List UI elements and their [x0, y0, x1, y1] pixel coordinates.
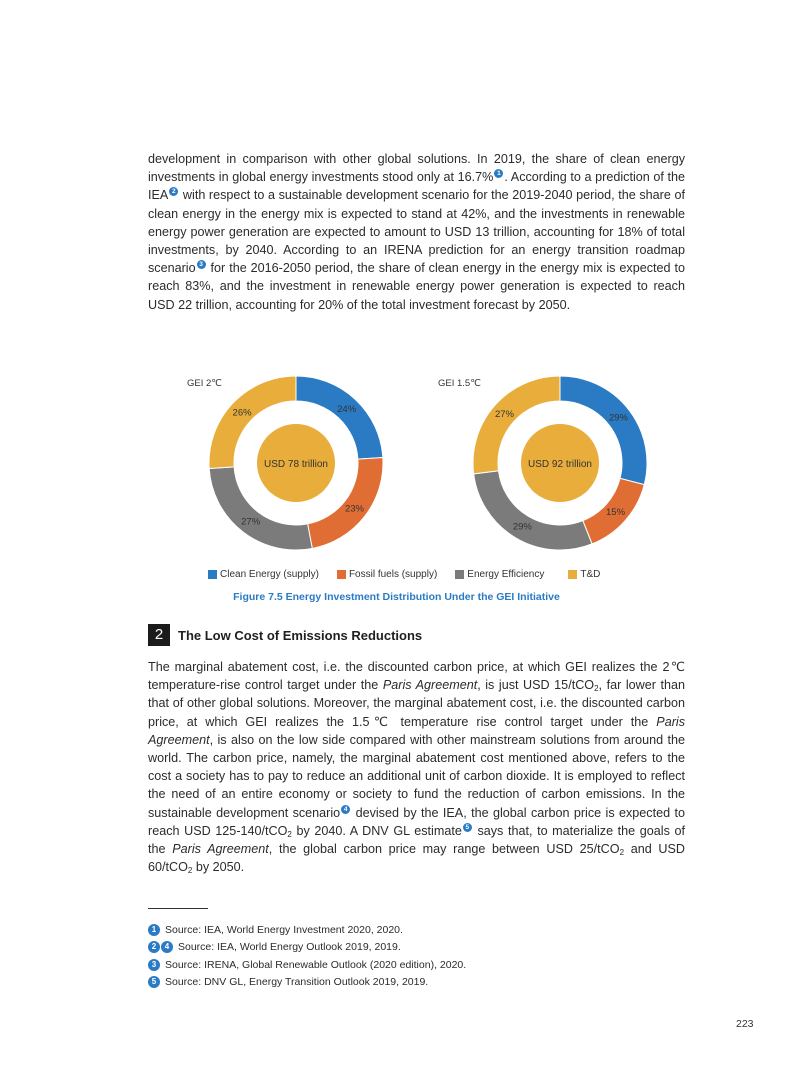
text-run: , is also on the low side compared with other mainstream solutions from around the world. The carbon price, namely, the marginal abatement cost mentioned above, refers to the cost a society has to pay to reduce an additional unit of carbon dioxide. It is employed to reflect the need of an entire economy or society to fund the reduction of carbon emissions. In the sustainable development scenario: [148, 732, 685, 820]
footnote-divider: [148, 908, 208, 909]
italic-title: Paris Agreement: [148, 714, 685, 747]
footnote-item: [148, 939, 466, 957]
footnote-text: Source: IEA, World Energy Investment 2020, 2020.: [165, 923, 403, 936]
text-run: , the global carbon price may range between USD 25/tCO: [268, 842, 620, 857]
subscript: 2: [619, 848, 625, 858]
text-run: . According to a prediction of the IEA: [148, 170, 686, 203]
footnote-text: Source: DNV GL, Energy Transition Outlook 2019, 2019.: [165, 976, 429, 989]
text-run: The marginal abatement cost, i.e. the discounted carbon price, at which GEI realizes the 2℃ temperature-rise control target under the: [148, 660, 685, 693]
footnote-badge: 3: [148, 959, 160, 971]
legend-item-fossil-fuels: [337, 569, 437, 580]
legend-label: Energy Efficiency: [467, 569, 545, 580]
data-label: 23%: [344, 503, 364, 515]
legend-item-td: [568, 569, 600, 580]
chart-left-title: GEI 2℃: [187, 378, 222, 389]
footnote-ref-3[interactable]: 3: [197, 260, 206, 269]
footnote-text: Source: IEA, World Energy Outlook 2019, 2019.: [178, 941, 401, 954]
footnote-ref-4[interactable]: 4: [341, 805, 350, 814]
legend-label: Fossil fuels (supply): [348, 569, 438, 580]
center-label: USD 78 trillion: [264, 459, 328, 470]
italic-title: Paris Agreement: [172, 842, 269, 857]
footnote-badge: 5: [148, 976, 160, 988]
text-run: says that, to materialize the goals of the: [148, 823, 686, 857]
text-run: , is just USD 15/tCO: [477, 678, 595, 693]
subscript: 2: [187, 866, 193, 876]
legend-label: T&D: [580, 569, 601, 580]
legend-swatch: [455, 570, 464, 579]
legend-item-energy-efficiency: [455, 569, 544, 580]
section-number: 2: [148, 624, 170, 646]
data-label: 29%: [608, 412, 628, 424]
text-run: by 2050.: [192, 860, 245, 875]
legend-item-clean-energy: [208, 569, 319, 580]
data-label: 27%: [494, 409, 514, 421]
subscript: 2: [594, 684, 599, 694]
chart-right-title: GEI 1.5℃: [438, 378, 481, 389]
body-paragraph: [148, 658, 685, 876]
text-run: by 2040. A DNV GL estimate: [291, 823, 462, 838]
legend-label: Clean Energy (supply): [220, 569, 319, 580]
footnote-badge: 1: [148, 924, 160, 936]
footnote-ref-1[interactable]: 1: [494, 169, 503, 178]
italic-title: Paris Agreement: [382, 678, 478, 693]
text-run: and USD 60/tCO: [148, 842, 686, 875]
page-number: 223: [736, 1018, 754, 1030]
data-label: 15%: [606, 506, 626, 518]
center-label: USD 92 trillion: [528, 459, 592, 470]
text-run: development in comparison with other global solutions. In 2019, the share of clean energy investments in global energy investments stood only at 16.7%: [148, 152, 685, 185]
footnote-text: Source: IRENA, Global Renewable Outlook (2020 edition), 2020.: [165, 958, 467, 971]
data-label: 27%: [241, 516, 261, 528]
data-label: 24%: [337, 404, 357, 416]
section-heading: [148, 624, 422, 646]
legend-swatch: [568, 570, 577, 579]
figure-caption: Figure 7.5 Energy Investment Distribution Under the GEI Initiative: [233, 591, 560, 603]
footnote-item: [148, 956, 466, 974]
text-run: for the 2016-2050 period, the share of clean energy in the energy mix is expected to reach 83%, and the investment in renewable energy power generation is expected to reach USD 22 trillion, accounting for 20% of the total investment forecast by 2050.: [148, 261, 685, 312]
subscript: 2: [287, 829, 292, 839]
footnote-badge: 2: [148, 941, 160, 953]
footnote-badge: 4: [161, 941, 173, 953]
footnote-item: [148, 974, 466, 992]
footnote-ref-2[interactable]: 2: [169, 187, 178, 196]
legend-swatch: [208, 570, 217, 579]
data-label: 26%: [232, 407, 252, 419]
footnote-item: [148, 921, 466, 939]
legend-swatch: [337, 570, 346, 579]
data-label: 29%: [512, 521, 532, 533]
footnotes: [148, 921, 466, 991]
section-title: The Low Cost of Emissions Reductions: [178, 627, 423, 643]
footnote-ref-5[interactable]: 5: [463, 823, 472, 832]
chart-legend: [208, 569, 648, 580]
text-run: devised by the IEA, the global carbon price is expected to reach USD 125-140/tCO: [148, 805, 685, 838]
text-run: , far lower than that of other global solutions. Moreover, the marginal abatement cost, i.e. the discounted carbon price, at which GEI realizes the 1.5℃ temperature rise control target under the: [148, 678, 685, 729]
text-run: with respect to a sustainable development scenario for the 2019-2040 period, the share of clean energy in the energy mix is expected to stand at 42%, and the investments in renewable energy power generation are expected to amount to USD 13 trillion, accounting for 18% of total investments, by 2040. According to an IRENA prediction for an energy transition roadmap scenario: [148, 188, 685, 276]
